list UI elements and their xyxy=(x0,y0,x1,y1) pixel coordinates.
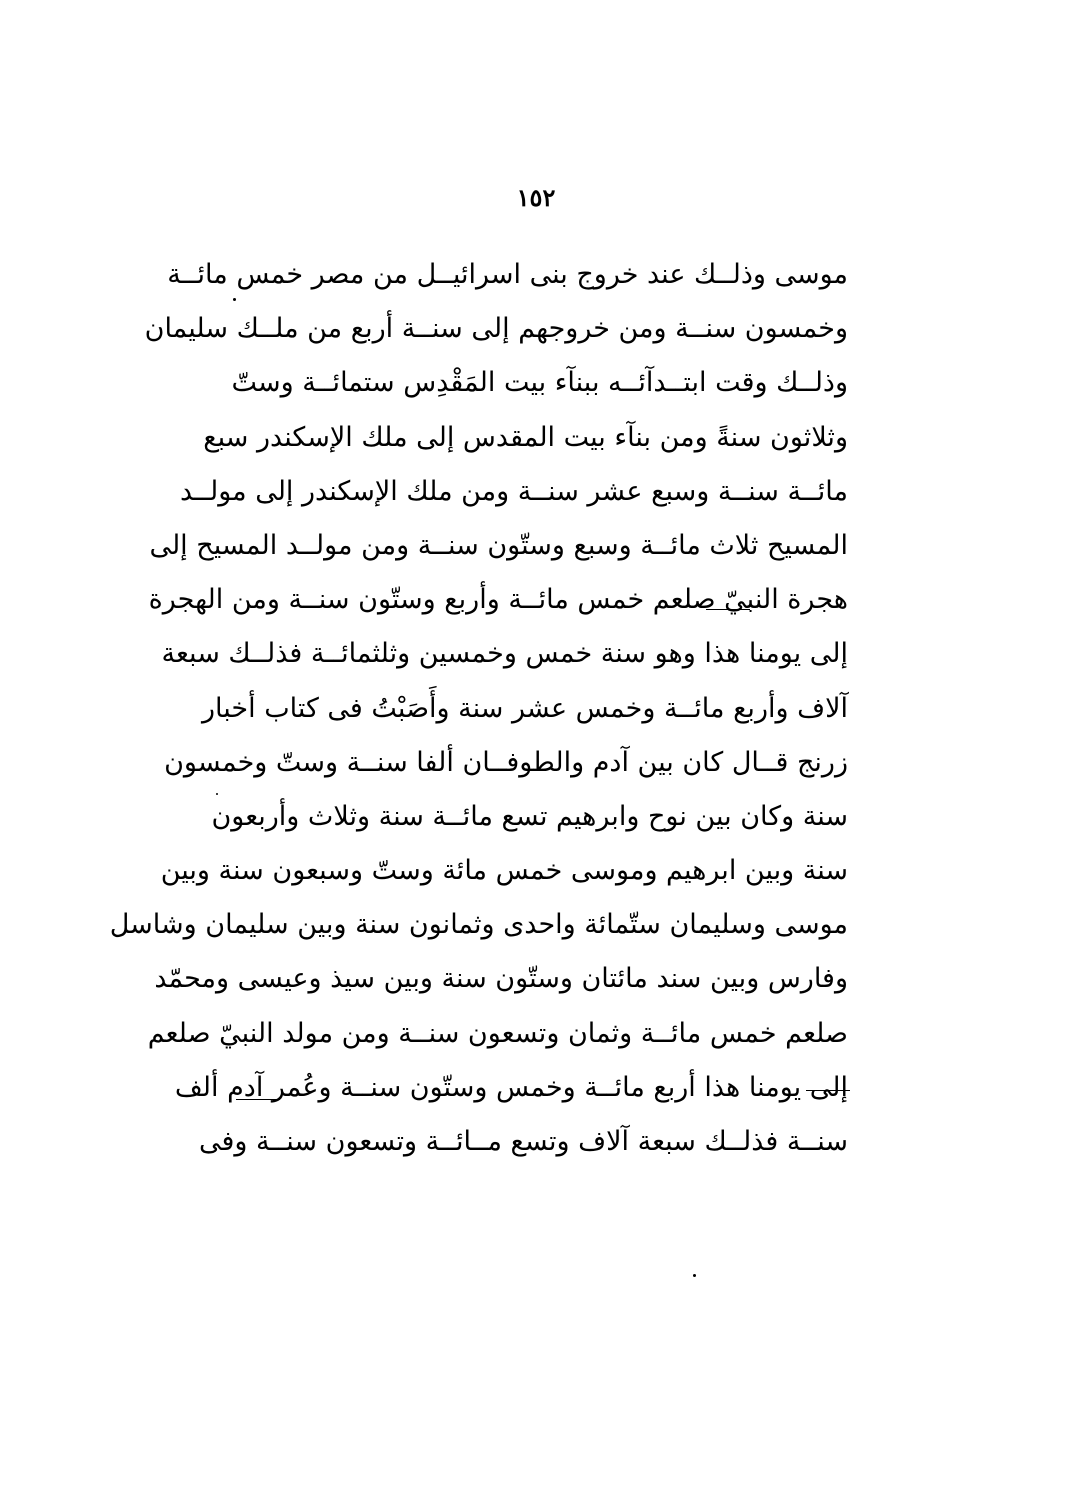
text-line: وفارس وبين سند مائتان وستّون سنة وبين سيذ وعيسى ومحمّد xyxy=(154,963,848,995)
text-line: صلعم خمس مائــة وثمان وتسعون سنــة ومن مولد النبيّ صلعم xyxy=(147,1017,848,1049)
text-line: المسيح ثلاث مائــة وسبع وستّون سنــة ومن مولــد المسيح إلى xyxy=(149,529,848,561)
body-text xyxy=(109,248,848,1169)
scan-speck xyxy=(216,793,218,795)
text-line: سنة وكان بين نوح وابرهيم تسع مائــة سنة وثلاث وأربعون xyxy=(211,800,848,832)
text-line: زرنج قــال كان بين آدم والطوفــان ألفا سنــة وستّ وخمسون xyxy=(164,746,848,778)
text-line: وخمسون سنــة ومن خروجهم إلى سنــة أربع من ملــك سليمان xyxy=(144,313,848,345)
page-number: ١٥٢ xyxy=(516,183,556,212)
scan-speck xyxy=(233,298,236,301)
text-line: إلى يومنا هذا أربع مائــة وخمس وستّون سنــة وعُمر آدم ألف xyxy=(174,1071,848,1103)
abbreviation-overbar xyxy=(706,609,750,610)
text-line: هجرة النبيّ صلعم خمس مائــة وأربع وستّون سنــة ومن الهجرة xyxy=(148,584,848,616)
text-line: مائــة سنــة وسبع عشر سنــة ومن ملك الإسكندر إلى مولــد xyxy=(179,475,848,507)
scan-speck xyxy=(693,1274,696,1277)
abbreviation-overbar xyxy=(806,1090,850,1091)
text-line: موسى وسليمان ستّمائة واحدى وثمانون سنة وبين سليمان وشاسل xyxy=(109,909,848,941)
text-line: آلاف وأربع مائــة وخمس عشر سنة وأَصَبْتُ فى كتاب أخبار xyxy=(202,692,848,724)
text-line: موسى وذلــك عند خروج بنى اسرائيــل من مصر خمس مائــة xyxy=(167,259,848,290)
text-line: وثلاثون سنةً ومن بنآء بيت المقدس إلى ملك الإسكندر سبع xyxy=(203,421,848,453)
abbreviation-overbar xyxy=(236,1099,280,1100)
text-line: سنــة فذلــك سبعة آلاف وتسع مــائــة وتسعون سنــة وفى xyxy=(198,1126,848,1157)
text-line: سنة وبين ابرهيم وموسى خمس مائة وستّ وسبعون سنة وبين xyxy=(160,855,848,887)
text-line: وذلــك وقت ابتــدآئــه ببنآء بيت المَقْدِس ستمائــة وستّ xyxy=(231,367,848,399)
text-line: إلى يومنا هذا وهو سنة خمس وخمسين وثلثمائــة فذلــك سبعة xyxy=(161,638,848,670)
